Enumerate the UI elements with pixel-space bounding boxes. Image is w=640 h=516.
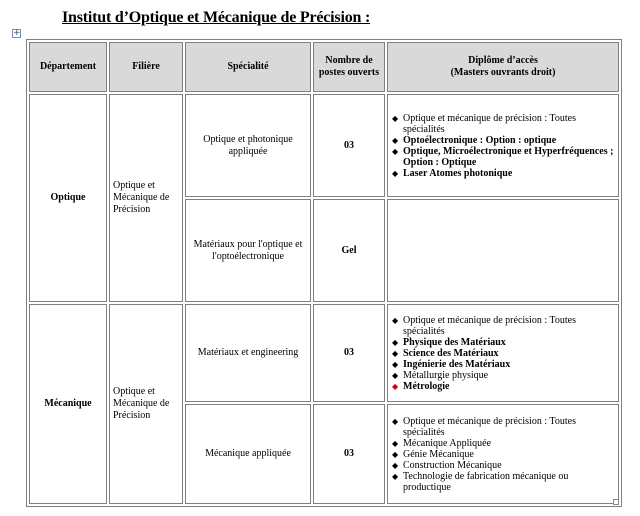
- diplome-list-item: [391, 135, 615, 146]
- diplome-list-item: [391, 359, 615, 370]
- diplome-cell: [387, 304, 619, 402]
- specialite-cell: Matériaux et engineering: [185, 304, 311, 402]
- header-diplome: [387, 42, 619, 92]
- bullet-diamond-icon: ◆: [392, 471, 399, 481]
- table-resize-handle[interactable]: [613, 499, 619, 505]
- diplome-list: [391, 315, 615, 392]
- diplome-list-item: [391, 381, 615, 392]
- header-filiere: Filière: [109, 42, 183, 92]
- diplome-cell: [387, 199, 619, 302]
- bullet-diamond-icon: ◆: [392, 146, 399, 156]
- table-row: [29, 94, 619, 197]
- diplome-text: Ingénierie des Matériaux: [403, 358, 511, 370]
- diplome-text: Laser Atomes photonique: [403, 167, 513, 179]
- bullet-diamond-icon: ◆: [392, 381, 399, 391]
- page-title: Institut d’Optique et Mécanique de Précision :: [62, 9, 371, 26]
- diplome-cell: [387, 404, 619, 504]
- diplome-list-item: [391, 416, 615, 438]
- diplome-list: [391, 113, 615, 179]
- diplome-list-item: [391, 438, 615, 449]
- diplome-list: [391, 416, 615, 493]
- bullet-diamond-icon: ◆: [392, 449, 399, 459]
- diplome-list-item: [391, 146, 615, 168]
- bullet-diamond-icon: ◆: [392, 416, 399, 426]
- header-postes: Nombre de postes ouverts: [313, 42, 385, 92]
- bullet-diamond-icon: ◆: [392, 370, 399, 380]
- filiere-cell-mecanique: Optique et Mécanique de Précision: [109, 304, 183, 504]
- bullet-diamond-icon: ◆: [392, 135, 399, 145]
- postes-cell: 03: [313, 404, 385, 504]
- header-specialite: Spécialité: [185, 42, 311, 92]
- bullet-diamond-icon: ◆: [392, 113, 399, 123]
- header-departement: Département: [29, 42, 107, 92]
- diplome-list-item: [391, 460, 615, 471]
- diplome-text: Optique et mécanique de précision : Toutes spécialités: [403, 112, 576, 135]
- diplome-text: Science des Matériaux: [403, 347, 499, 359]
- diplome-text: Construction Mécanique: [403, 459, 502, 471]
- diplome-text: Génie Mécanique: [403, 448, 474, 460]
- specialite-cell: Mécanique appliquée: [185, 404, 311, 504]
- diplome-list-item: [391, 449, 615, 460]
- diplome-list-item: [391, 315, 615, 337]
- diplome-list-item: [391, 348, 615, 359]
- bullet-diamond-icon: ◆: [392, 359, 399, 369]
- diplome-text: Optique, Microélectronique et Hyperfréquences ; Option : Optique: [403, 145, 614, 168]
- diplome-list-item: [391, 337, 615, 348]
- table-row: [29, 304, 619, 402]
- header-diplome-line2: (Masters ouvrants droit): [450, 67, 556, 78]
- bullet-diamond-icon: ◆: [392, 315, 399, 325]
- table-header-row: [29, 42, 619, 92]
- diplome-text: Optoélectronique : Option : optique: [403, 134, 557, 146]
- diplome-text: Métallurgie physique: [403, 369, 489, 381]
- filiere-cell-optique: Optique et Mécanique de Précision: [109, 94, 183, 302]
- departement-cell-optique: Optique: [29, 94, 107, 302]
- diplome-text: Mécanique Appliquée: [403, 437, 492, 449]
- bullet-diamond-icon: ◆: [392, 438, 399, 448]
- postes-cell: Gel: [313, 199, 385, 302]
- header-diplome-line1: Diplôme d’accès: [468, 55, 538, 66]
- postes-cell: 03: [313, 304, 385, 402]
- bullet-diamond-icon: ◆: [392, 348, 399, 358]
- diplome-text: Physique des Matériaux: [403, 336, 506, 348]
- diplome-text: Optique et mécanique de précision : Toutes spécialités: [403, 314, 576, 337]
- admissions-table: [26, 39, 622, 507]
- diplome-list-item: [391, 168, 615, 179]
- bullet-diamond-icon: ◆: [392, 337, 399, 347]
- diplome-text: Optique et mécanique de précision : Toutes spécialités: [403, 415, 576, 438]
- specialite-cell: Optique et photonique appliquée: [185, 94, 311, 197]
- specialite-cell: Matériaux pour l'optique et l'optoélectronique: [185, 199, 311, 302]
- bullet-diamond-icon: ◆: [392, 460, 399, 470]
- diplome-text: Métrologie: [403, 380, 450, 392]
- diplome-text: Technologie de fabrication mécanique ou productique: [403, 470, 569, 493]
- postes-cell: 03: [313, 94, 385, 197]
- bullet-diamond-icon: ◆: [392, 168, 399, 178]
- table-move-handle-icon[interactable]: +: [13, 28, 21, 38]
- departement-cell-mecanique: Mécanique: [29, 304, 107, 504]
- diplome-list-item: [391, 113, 615, 135]
- diplome-list-item: [391, 370, 615, 381]
- diplome-cell: [387, 94, 619, 197]
- diplome-list-item: [391, 471, 615, 493]
